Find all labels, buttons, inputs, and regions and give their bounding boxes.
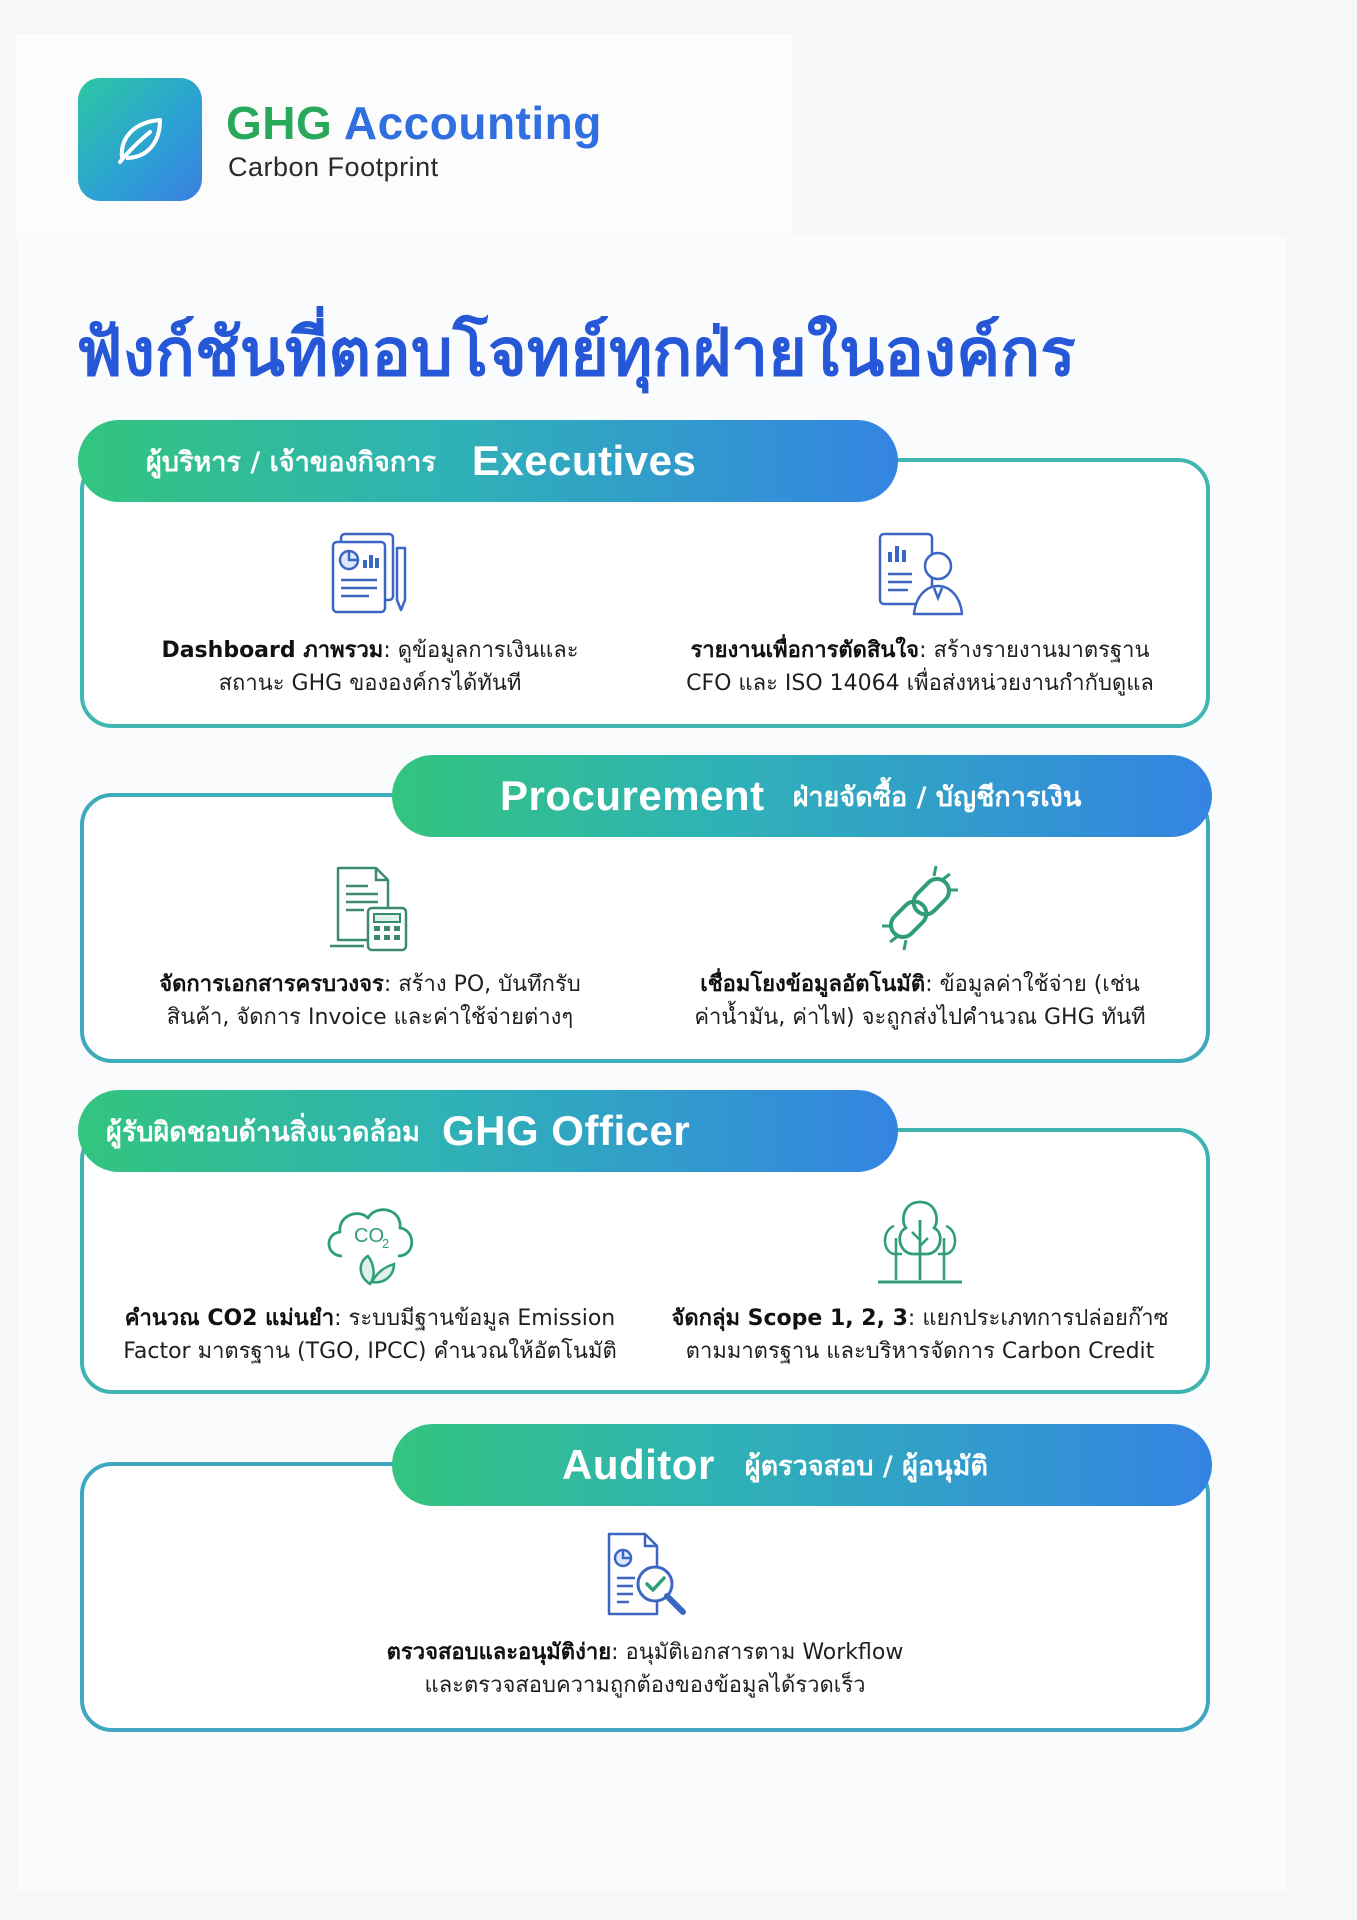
- section-header-procurement: [392, 755, 1212, 837]
- feature-text-line1: ดูข้อมูลการเงินและ: [390, 638, 579, 663]
- page-title: ฟังก์ชันที่ตอบโจทย์ทุกฝ่ายในองค์กร: [76, 315, 1076, 389]
- co2-subscript: 2: [382, 1236, 390, 1251]
- section-label-en: Executives: [471, 437, 697, 484]
- feature-text-line1: สร้างรายงานมาตรฐาน: [926, 638, 1150, 663]
- feature-sep: :: [919, 638, 927, 663]
- feature-sep: :: [925, 972, 933, 997]
- feature-sep: :: [334, 1306, 342, 1331]
- feature-sep: :: [611, 1640, 619, 1665]
- section-label-en: Auditor: [562, 1441, 715, 1488]
- section-label-th: ฝ่ายจัดซื้อ / บัญชีการเงิน: [792, 781, 1082, 813]
- feature-description: [100, 634, 640, 700]
- feature-title: รายงานเพื่อการตัดสินใจ: [690, 638, 920, 663]
- feature-description: [650, 634, 1190, 700]
- section-header-auditor: [392, 1424, 1212, 1506]
- brand-subtitle: Carbon Footprint: [228, 152, 439, 182]
- feature-sep: :: [907, 1306, 916, 1331]
- link-chain-icon: [874, 862, 966, 954]
- feature-description: [375, 1636, 915, 1702]
- feature-title: คำนวณ CO2 แม่นยำ: [124, 1306, 335, 1331]
- feature-auto-linking: [650, 862, 1190, 1034]
- feature-description: [100, 1302, 640, 1368]
- feature-title: Dashboard ภาพรวม: [161, 638, 384, 663]
- section-header-executives: [78, 420, 898, 502]
- app-logo: [78, 78, 202, 201]
- dashboard-report-icon: [325, 528, 415, 620]
- feature-decision-reports: [650, 528, 1190, 700]
- co2-cloud-icon: [318, 1196, 422, 1288]
- feature-title: ตรวจสอบและอนุมัติง่าย: [386, 1640, 612, 1665]
- feature-text-line1: อนุมัติเอกสารตาม Workflow: [618, 1640, 904, 1665]
- feature-title: จัดการเอกสารครบวงจร: [159, 972, 384, 997]
- feature-dashboard: [100, 528, 640, 700]
- feature-title: เชื่อมโยงข้อมูลอัตโนมัติ: [700, 972, 926, 997]
- brand-title-accounting: Accounting: [343, 97, 602, 149]
- co2-label: CO: [354, 1225, 384, 1247]
- feature-co2-calculation: [100, 1196, 640, 1368]
- section-label-th: ผู้บริหาร / เจ้าของกิจการ: [146, 446, 436, 478]
- section-header-ghg-officer: [78, 1090, 898, 1172]
- feature-text-line2: ค่าน้ำมัน, ค่าไฟ) จะถูกส่งไปคำนวณ GHG ทันที: [694, 1005, 1146, 1030]
- feature-audit-approval: [375, 1530, 915, 1702]
- feature-text-line2: CFO และ ISO 14064 เพื่อส่งหน่วยงานกำกับดูแล: [686, 671, 1154, 696]
- document-magnifier-check-icon: [599, 1530, 691, 1622]
- feature-document-management: [100, 862, 640, 1034]
- feature-scope-grouping: [650, 1196, 1190, 1368]
- feature-sep: :: [383, 972, 392, 997]
- feature-text-line2: สินค้า, จัดการ Invoice และค่าใช้จ่ายต่างๆ: [166, 1005, 574, 1030]
- section-label-th: ผู้รับผิดชอบด้านสิ่งแวดล้อม: [106, 1116, 420, 1148]
- feature-text-line1: ระบบมีฐานข้อมูล Emission: [341, 1306, 616, 1331]
- feature-description: [100, 968, 640, 1034]
- feature-text-line2: ตามมาตรฐาน และบริหารจัดการ Carbon Credit: [685, 1339, 1155, 1364]
- feature-text-line1: แยกประเภทการปล่อยก๊าซ: [915, 1306, 1169, 1331]
- feature-description: [650, 1302, 1190, 1368]
- feature-text-line2: Factor มาตรฐาน (TGO, IPCC) คำนวณให้อัตโนมัติ: [123, 1339, 617, 1364]
- feature-sep: :: [383, 638, 391, 663]
- leaf-icon: [108, 108, 172, 172]
- document-calculator-icon: [324, 862, 416, 954]
- section-label-en: GHG Officer: [441, 1107, 691, 1154]
- report-person-icon: [872, 528, 968, 620]
- feature-text-line2: สถานะ GHG ขององค์กรได้ทันที: [218, 671, 522, 696]
- feature-text-line1: สร้าง PO, บันทึกรับ: [391, 972, 581, 997]
- brand-title-ghg: GHG: [226, 97, 333, 149]
- feature-description: [650, 968, 1190, 1034]
- feature-text-line1: ข้อมูลค่าใช้จ่าย (เช่น: [932, 972, 1140, 997]
- brand-title: [226, 96, 602, 150]
- section-label-en: Procurement: [500, 772, 765, 819]
- trees-icon: [874, 1196, 966, 1288]
- section-label-th: ผู้ตรวจสอบ / ผู้อนุมัติ: [744, 1450, 988, 1482]
- feature-title: จัดกลุ่ม Scope 1, 2, 3: [671, 1306, 908, 1331]
- feature-text-line2: และตรวจสอบความถูกต้องของข้อมูลได้รวดเร็ว: [424, 1673, 866, 1698]
